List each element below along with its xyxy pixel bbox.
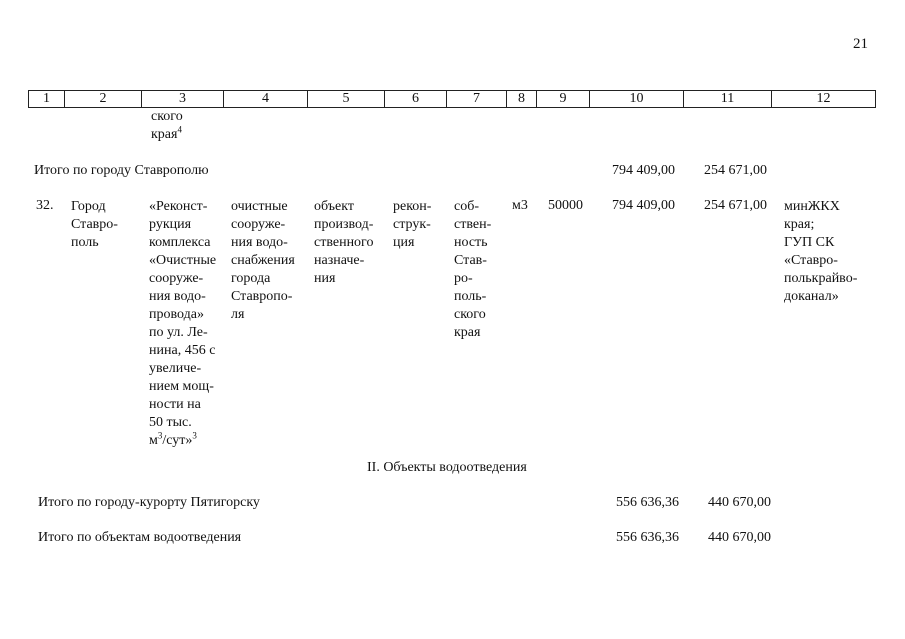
column-number-header <box>28 90 876 108</box>
page-number: 21 <box>853 36 868 52</box>
column-number: 9 <box>537 91 590 108</box>
total-pyatigorsk-budget: 440 670,00 <box>708 495 771 510</box>
row-capacity: 50000 <box>548 198 583 213</box>
column-number: 6 <box>385 91 447 108</box>
row-cost: 794 409,00 <box>612 198 675 213</box>
total-stavropol-label: Итого по городу Ставрополю <box>34 163 209 178</box>
row-city: Город Ставро- поль <box>71 199 118 250</box>
section-title: II. Объекты водоотведения <box>367 460 527 475</box>
total-pyatigorsk-label: Итого по городу-курорту Пятигорску <box>38 495 260 510</box>
total-drainage-cost: 556 636,36 <box>616 530 679 545</box>
total-pyatigorsk-cost: 556 636,36 <box>616 495 679 510</box>
column-number: 2 <box>65 91 142 108</box>
row-unit: м3 <box>512 198 528 213</box>
row-ownership: соб- ствен- ность Став- ро- поль- ского края <box>454 199 492 340</box>
row-responsible: минЖКХ края; ГУП СК «Ставро- полькрайво- доканал» <box>784 199 858 304</box>
row-object-name: «Реконст- рукция комплекса «Очистные сооруже- ния водо- провода» по ул. Ле- нина, 456 с увеличе- нием мощ- ности на 50 тыс. $м^3/сут»^3$ <box>149 199 217 448</box>
row-number: 32. <box>36 198 54 213</box>
column-number: 7 <box>447 91 507 108</box>
column-number: 4 <box>224 91 308 108</box>
total-drainage-budget: 440 670,00 <box>708 530 771 545</box>
column-number: 5 <box>308 91 385 108</box>
total-stavropol-budget: 254 671,00 <box>704 163 767 178</box>
column-number: 8 <box>507 91 537 108</box>
total-stavropol-cost: 794 409,00 <box>612 163 675 178</box>
total-drainage-label: Итого по объектам водоотведения <box>38 530 242 545</box>
column-number: 11 <box>684 91 772 108</box>
carryover-text: ского края$^4$ <box>151 109 183 142</box>
row-purpose: очистные сооруже- ния водо- снабжения города Ставропо- ля <box>231 199 295 322</box>
row-work-type: рекон- струк- ция <box>393 199 432 250</box>
column-number: 12 <box>772 91 876 108</box>
row-object-type: объект производ- ственного назначе- ния <box>314 199 374 286</box>
column-number: 10 <box>590 91 684 108</box>
column-number: 1 <box>29 91 65 108</box>
column-number: 3 <box>142 91 224 108</box>
row-budget: 254 671,00 <box>704 198 767 213</box>
